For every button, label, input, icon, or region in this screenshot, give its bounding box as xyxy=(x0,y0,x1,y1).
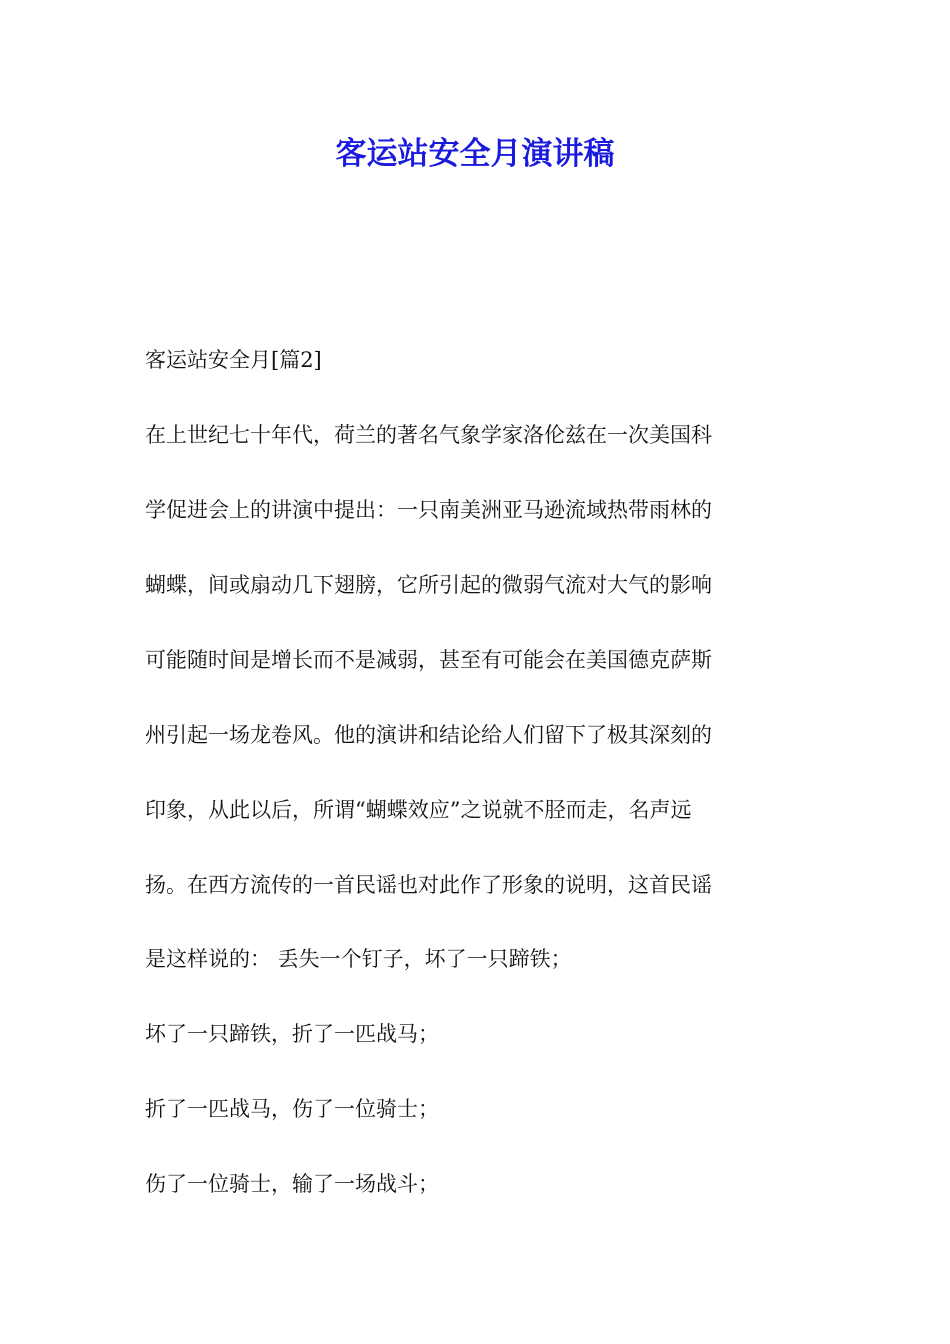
paragraph-line: 学促进会上的讲演中提出：一只南美洲亚马逊流域热带雨林的 xyxy=(145,498,712,522)
document-title: 客运站安全月演讲稿 xyxy=(335,136,615,172)
paragraph-line: 扬。在西方流传的一首民谣也对此作了形象的说明，这首民谣 xyxy=(145,873,712,897)
paragraph-line: 蝴蝶，间或扇动几下翅膀，它所引起的微弱气流对大气的影响 xyxy=(145,573,712,597)
paragraph-line: 可能随时间是增长而不是减弱，甚至有可能会在美国德克萨斯 xyxy=(145,648,712,672)
verse-line: 折了一匹战马，伤了一位骑士； xyxy=(145,1097,439,1121)
paragraph-line: 州引起一场龙卷风。他的演讲和结论给人们留下了极其深刻的 xyxy=(145,723,712,747)
paragraph-line: 是这样说的： 丢失一个钉子，坏了一只蹄铁； xyxy=(145,947,572,971)
verse-line: 伤了一位骑士，输了一场战斗； xyxy=(145,1172,439,1196)
paragraph-line: 在上世纪七十年代，荷兰的著名气象学家洛伦兹在一次美国科 xyxy=(145,423,712,447)
paragraph-line: 印象，从此以后，所谓“蝴蝶效应”之说就不胫而走，名声远 xyxy=(145,798,692,822)
section-heading: 客运站安全月[篇2] xyxy=(145,348,322,372)
verse-line: 坏了一只蹄铁，折了一匹战马； xyxy=(145,1022,439,1046)
